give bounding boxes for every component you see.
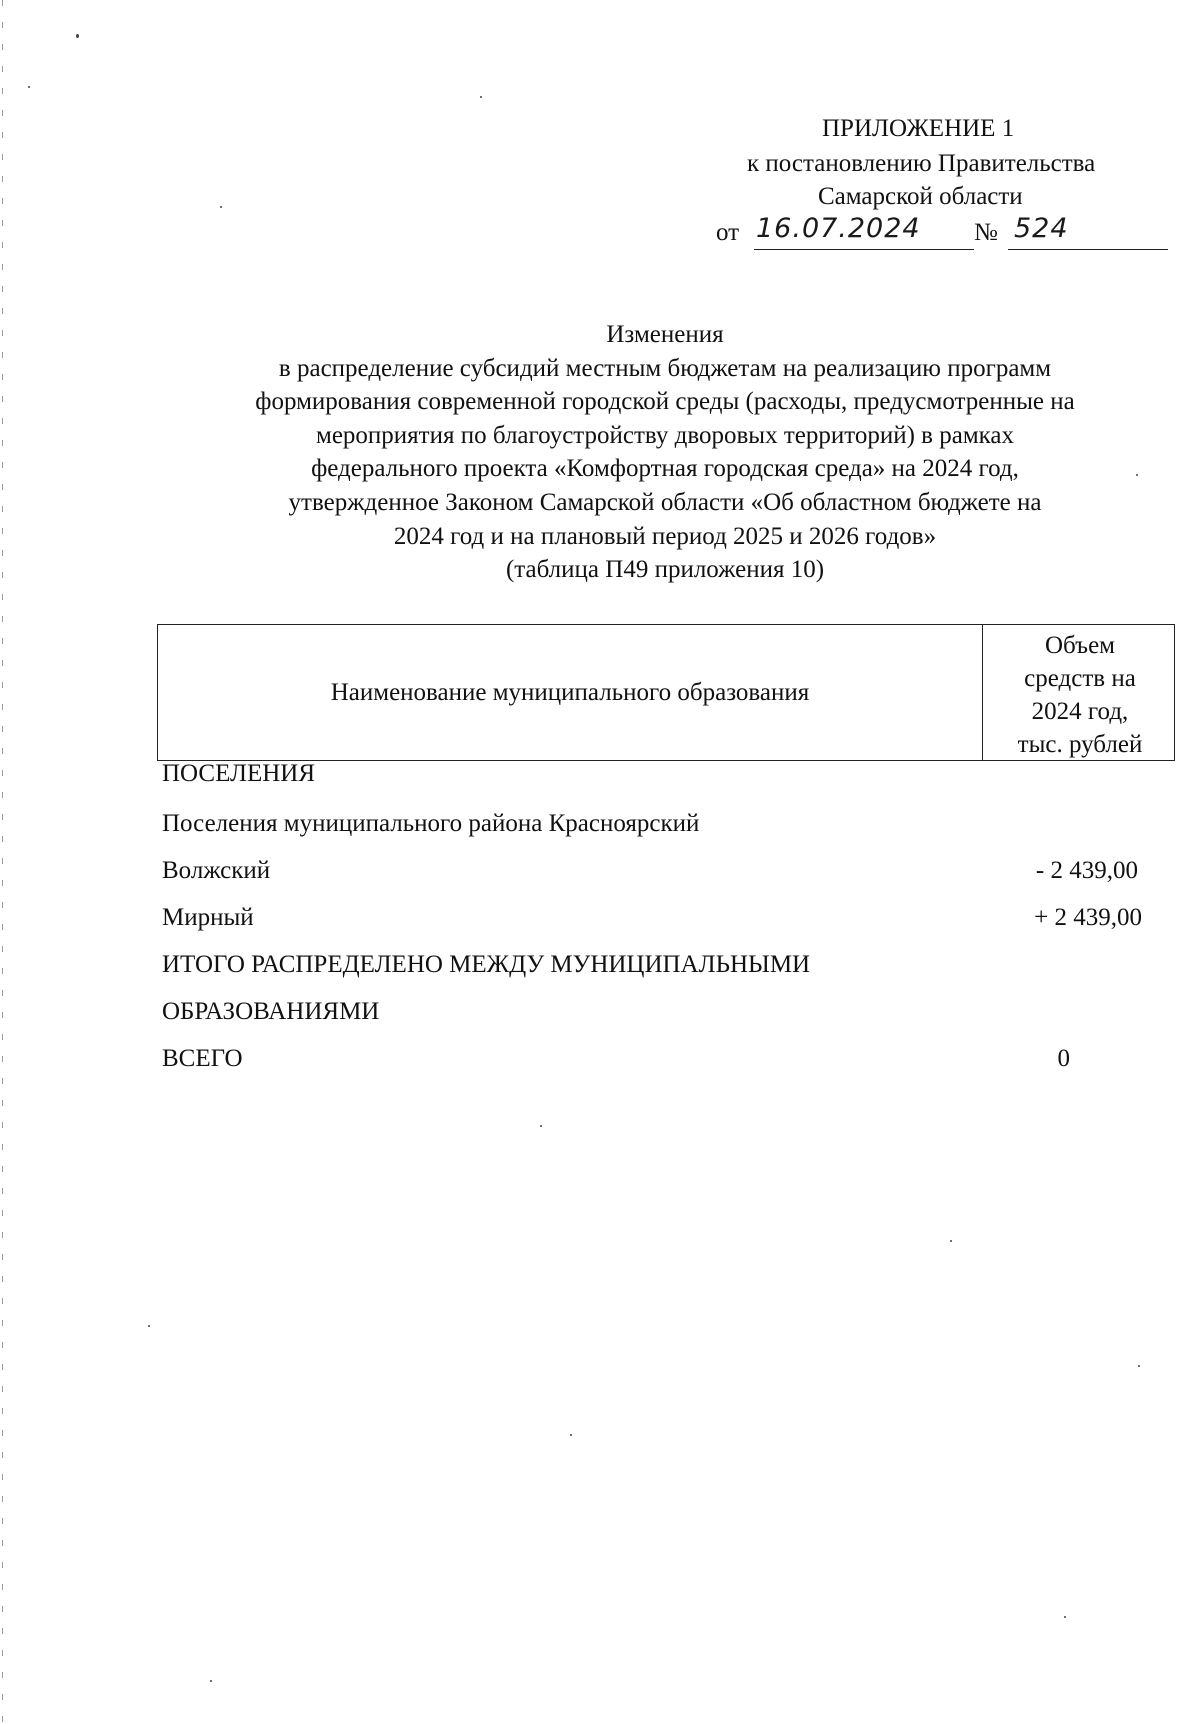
column-header-amount <box>984 629 1176 761</box>
scan-speck <box>1138 1365 1140 1367</box>
table-row-value: - 2 439,00 <box>1035 857 1138 884</box>
scan-speck <box>540 1125 542 1127</box>
number-prefix: № <box>974 219 998 246</box>
table-row-value: + 2 439,00 <box>1034 904 1142 931</box>
table-row-name: ОБРАЗОВАНИЯМИ <box>162 998 380 1025</box>
title-line-2: формирования современной городской среды (расходы, предусмотренные на <box>255 388 1075 416</box>
table-row-name: Мирный <box>162 904 254 931</box>
scan-edge <box>2 0 3 1724</box>
number-handwritten: 524 <box>1014 213 1069 244</box>
table-row-name: Поселения муниципального района Красноярский <box>162 810 700 837</box>
scan-speck <box>1064 1616 1066 1618</box>
table-header <box>157 624 1175 761</box>
title-line-6: 2024 год и на плановый период 2025 и 2026 годов» <box>393 522 937 550</box>
column-header-amount-line: 2024 год, <box>1031 698 1129 725</box>
column-separator <box>982 625 983 760</box>
scan-speck <box>950 1240 952 1242</box>
table-row-name: ВСЕГО <box>162 1045 243 1072</box>
scan-speck <box>570 1434 572 1436</box>
table-row-name: ИТОГО РАСПРЕДЕЛЕНО МЕЖДУ МУНИЦИПАЛЬНЫМИ <box>162 951 811 978</box>
title-line-3: мероприятия по благоустройству дворовых территорий) в рамках <box>316 421 1014 449</box>
column-header-amount-line: средств на <box>1024 665 1136 692</box>
scan-speck <box>28 86 30 88</box>
scan-speck <box>480 96 482 98</box>
scan-speck <box>220 206 222 208</box>
column-header-name-text: Наименование муниципального образования <box>330 678 810 706</box>
scan-speck <box>210 1680 212 1682</box>
date-handwritten: 16.07.2024 <box>756 213 921 244</box>
title-line-7: (таблица П49 приложения 10) <box>505 556 825 584</box>
date-prefix: от <box>716 219 740 246</box>
number-underline <box>1008 249 1168 250</box>
table-row-name: ПОСЕЛЕНИЯ <box>162 760 316 787</box>
scan-speck <box>148 1325 150 1327</box>
table-row-value: 0 <box>1057 1045 1070 1072</box>
column-header-amount-line: Объем <box>1045 632 1115 659</box>
title-line-4: федерального проекта «Комфортная городская среда» на 2024 год, <box>311 455 1019 483</box>
column-header-name <box>158 625 982 760</box>
column-header-amount-line: тыс. рублей <box>1017 731 1143 758</box>
table-row-name: Волжский <box>162 857 271 884</box>
title-line-1: в распределение субсидий местным бюджетам на реализацию программ <box>278 354 1052 382</box>
title-heading: Изменения <box>606 321 724 348</box>
appendix-line-1: к постановлению Правительства <box>747 150 1096 177</box>
appendix-line-2: Самарской области <box>818 183 1023 210</box>
date-underline <box>754 249 974 250</box>
appendix-title: ПРИЛОЖЕНИЕ 1 <box>822 115 1015 142</box>
title-line-5: утвержденное Законом Самарской области «Об областном бюджете на <box>288 488 1042 516</box>
scan-speck <box>76 34 79 38</box>
document-title <box>140 318 1190 587</box>
